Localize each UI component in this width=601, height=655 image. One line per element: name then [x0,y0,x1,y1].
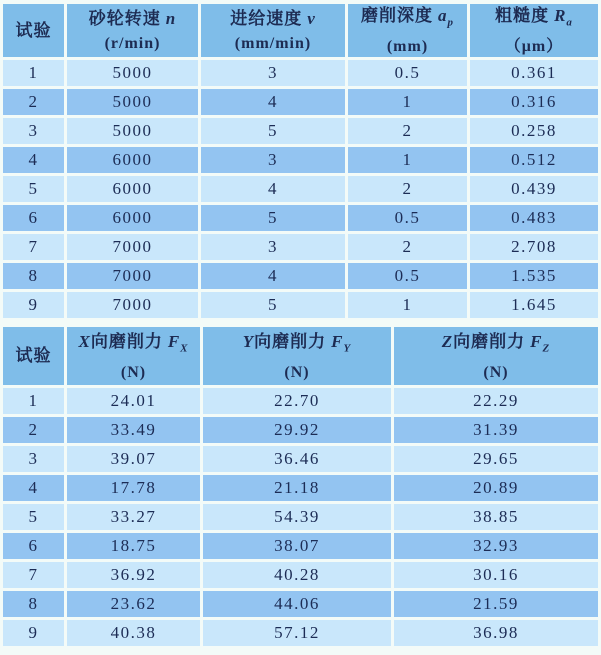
table-cell: 7 [3,234,64,260]
table-cell: 38.85 [394,504,598,530]
table-cell: 0.361 [470,60,598,86]
table-cell: 2 [348,118,467,144]
table-cell: 1 [348,89,467,115]
table-cell: 3 [3,118,64,144]
grinding-parameters-table [0,1,601,321]
table-cell: 1.535 [470,263,598,289]
table-cell: 4 [201,263,345,289]
table-row [3,205,598,231]
column-header-grinding-depth: 磨削深度 $a_p$ (mm) [348,4,467,57]
table-row [3,60,598,86]
column-header-test: 试验 [3,4,64,57]
table-row [3,234,598,260]
table-cell: 40.38 [67,620,200,646]
table-cell: 31.39 [394,417,598,443]
table-cell: 9 [3,620,64,646]
table-row [3,475,598,501]
table-row [3,147,598,173]
table-cell: 38.07 [203,533,391,559]
table-cell: 8 [3,591,64,617]
column-header-force-y: Y向磨削力 $F_Y$ (N) [203,327,391,385]
table-cell: 18.75 [67,533,200,559]
table-row [3,263,598,289]
table-cell: 0.512 [470,147,598,173]
table-cell: 40.28 [203,562,391,588]
table-cell: 4 [201,89,345,115]
table-cell: 0.5 [348,263,467,289]
table-cell: 2 [348,234,467,260]
table-cell: 1 [3,388,64,414]
table-cell: 1 [348,292,467,318]
column-header-wheel-speed: 砂轮转速 n (r/min) [67,4,198,57]
table-cell: 6000 [67,205,198,231]
header-row [3,4,598,57]
table-row [3,533,598,559]
table-cell: 36.98 [394,620,598,646]
table-cell: 5000 [67,60,198,86]
table-row [3,591,598,617]
table-cell: 7000 [67,292,198,318]
header-row [3,327,598,385]
table-cell: 5 [3,176,64,202]
table-cell: 6000 [67,147,198,173]
table-cell: 22.70 [203,388,391,414]
table-cell: 29.65 [394,446,598,472]
table-cell: 0.258 [470,118,598,144]
table-row [3,118,598,144]
table-cell: 39.07 [67,446,200,472]
table-cell: 33.49 [67,417,200,443]
table-cell: 3 [201,60,345,86]
table-cell: 24.01 [67,388,200,414]
table-cell: 33.27 [67,504,200,530]
table-cell: 5 [201,292,345,318]
table-cell: 1 [348,147,467,173]
table-cell: 23.62 [67,591,200,617]
column-header-feed-rate: 进给速度 v (mm/min) [201,4,345,57]
table-cell: 29.92 [203,417,391,443]
table-cell: 21.18 [203,475,391,501]
table-cell: 2 [3,417,64,443]
table-cell: 3 [201,234,345,260]
table-row [3,620,598,646]
table-cell: 2 [3,89,64,115]
table-cell: 17.78 [67,475,200,501]
table-row [3,504,598,530]
table-cell: 54.39 [203,504,391,530]
table-cell: 3 [201,147,345,173]
table-cell: 32.93 [394,533,598,559]
column-header-force-x: X向磨削力 $F_X$ (N) [67,327,200,385]
table-cell: 4 [201,176,345,202]
table-cell: 2.708 [470,234,598,260]
table-row [3,417,598,443]
table-cell: 5 [3,504,64,530]
column-header-test: 试验 [3,327,64,385]
table-cell: 5000 [67,89,198,115]
table-cell: 5 [201,118,345,144]
table-cell: 5000 [67,118,198,144]
table-cell: 0.5 [348,205,467,231]
table-cell: 4 [3,475,64,501]
table-cell: 9 [3,292,64,318]
table-cell: 7000 [67,263,198,289]
column-header-force-z: Z向磨削力 $F_Z$ (N) [394,327,598,385]
table-cell: 44.06 [203,591,391,617]
table-cell: 2 [348,176,467,202]
table-cell: 6 [3,205,64,231]
table-row [3,388,598,414]
table-cell: 30.16 [394,562,598,588]
table-cell: 6000 [67,176,198,202]
table-cell: 8 [3,263,64,289]
grinding-forces-table [0,324,601,649]
table-cell: 0.483 [470,205,598,231]
table-row [3,446,598,472]
table-cell: 22.29 [394,388,598,414]
table-cell: 7000 [67,234,198,260]
table-cell: 5 [201,205,345,231]
table-cell: 7 [3,562,64,588]
table-row [3,176,598,202]
table-row [3,89,598,115]
parameters-table-body [3,60,598,318]
table-cell: 36.46 [203,446,391,472]
table-cell: 0.5 [348,60,467,86]
table-cell: 4 [3,147,64,173]
table-cell: 20.89 [394,475,598,501]
table-cell: 57.12 [203,620,391,646]
table-cell: 3 [3,446,64,472]
table-cell: 36.92 [67,562,200,588]
table-row [3,292,598,318]
table-cell: 1 [3,60,64,86]
table-cell: 0.316 [470,89,598,115]
table-cell: 0.439 [470,176,598,202]
table-cell: 1.645 [470,292,598,318]
table-cell: 21.59 [394,591,598,617]
column-header-roughness: 粗糙度 $R_a$ （μm） [470,4,598,57]
table-cell: 6 [3,533,64,559]
forces-table-body [3,388,598,646]
table-row [3,562,598,588]
